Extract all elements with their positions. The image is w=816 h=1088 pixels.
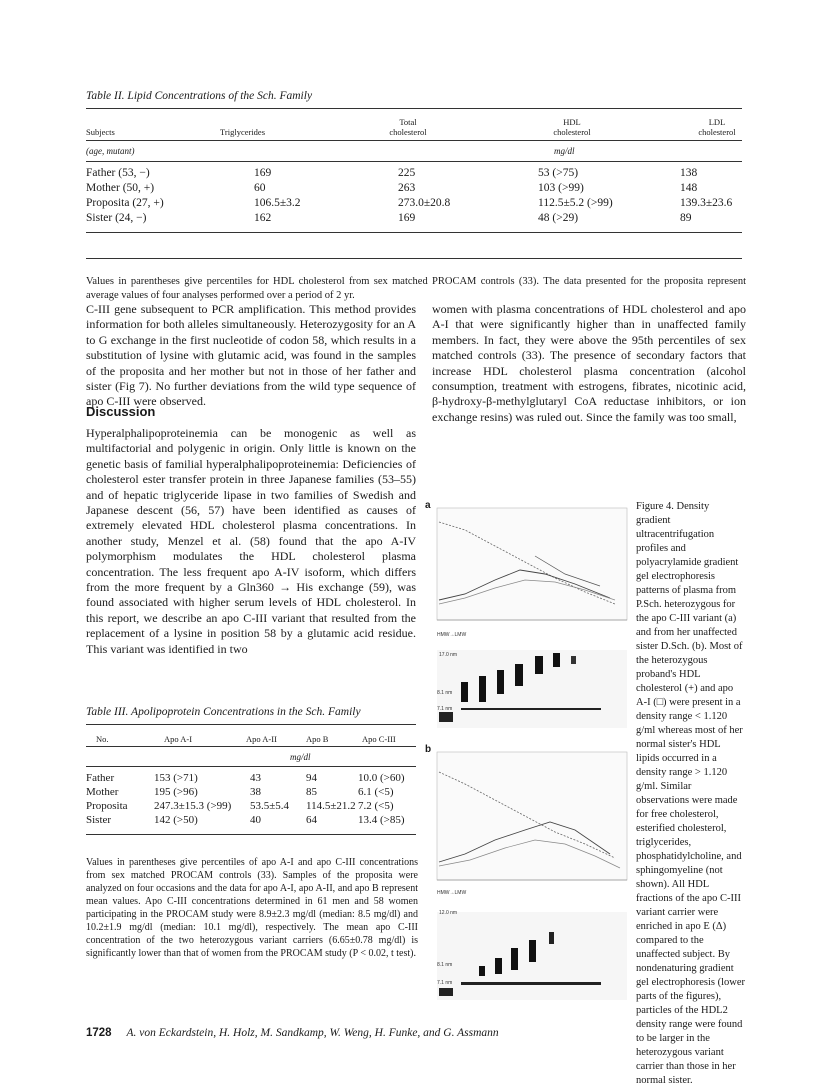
gel-baseline [461,708,601,710]
gel-band [571,656,576,664]
panel-a-label: a [425,500,431,511]
table3-units: mg/dl [290,752,311,762]
page-footer [86,1027,499,1039]
table2-subheader: (age, mutant) [86,146,135,156]
table2-header-tc: Total cholesterol [389,117,427,137]
panel-b-label: b [425,744,432,755]
table-row: Father (53, −) 169 225 53 (>75) 138 [86,167,698,179]
figure4-panel-a [425,500,630,730]
table3-units-rule [86,766,416,767]
table3-bottom-rule [86,834,416,835]
section-heading: Discussion [86,404,156,419]
panel-b-gel-direction: HMW→LMW [437,890,467,896]
gel-band [495,958,502,974]
table-row: Sister 142 (>50) 40 64 13.4 (>85) [86,814,405,826]
table2-units-rule [86,161,742,162]
table2-header-rule [86,140,742,141]
footer-authors: A. von Eckardstein, H. Holz, M. Sandkamp, W. Weng, H. Funke, and G. Assmann [126,1027,499,1039]
panel-b-gel-mark: 8.1 nm [437,962,453,968]
table3-header-rule [86,746,416,747]
gel-band [479,676,486,702]
gel-band [479,966,485,976]
table-row: Mother (50, +) 60 263 103 (>99) 148 [86,182,698,194]
figure4-panel-b [425,744,630,1004]
table-row: Father 153 (>71) 43 94 10.0 (>60) [86,772,405,784]
gel-band [511,948,518,970]
gel-band [553,653,560,667]
table3-header-row: No. Apo A-I Apo A-II Apo B Apo C-III [96,734,396,744]
gel-marker-lane [439,712,453,722]
page-number: 1728 [86,1027,112,1039]
table2-note: Values in parentheses give percentiles for HDL cholesterol from sex matched PROCAM controls (33). The data presented for the proposita represent average values of four analyses performed over a period of 2 yr. [86,276,746,301]
gel-band [515,664,523,686]
table-row: Proposita 247.3±15.3 (>99) 53.5±5.4 114.5±21.2 7.2 (<5) [86,800,394,812]
table2-note-rule [86,258,742,259]
discussion-paragraph: Hyperalphalipoproteinemia can be monogenic as well as multifactorial and polygenic in origin. Only little is known on the genetic basis of familial hyperalphalipoproteinemia: Deficiencies of cholesterol ester transfer protein in three Japanese families (53–55) and of hepatic triglyceride lipase in two families of Swedish and Japanese descent (56, 57) have been identified as causes of extremely elevated HDL cholesterol plasma concentrations. In another study, Menzel et al. (58) found that the apo A-IV polymorphism modulates the HDL cholesterol plasma concentration. The less frequent apo A-IV isoform, which differs from the more frequent by a Gln360 → His exchange (59), was found associated with higher serum levels of HDL cholesterol. In this report, we describe an apo C-III variant that resulted from the replacement of a lysine in position 58 by a glutamic acid residue. This variant was identified in two [86,426,416,656]
panel-a-gel-mark: 8.1 nm [437,690,453,696]
panel-b-gel-mark: 12.0 nm [439,910,458,916]
table2-top-rule [86,108,742,109]
table2-header-ldl: LDL cholesterol [698,117,736,137]
table2-bottom-rule [86,232,742,233]
table-row: Mother 195 (>96) 38 85 6.1 (<5) [86,786,394,798]
table2-units: mg/dl [554,146,575,156]
panel-a-gel-direction: HMW→LMW [437,632,467,638]
gel-baseline [461,982,601,985]
gel-band [497,670,504,694]
gel-band [535,656,543,674]
figure4-caption: Figure 4. Density gradient ultracentrifugation profiles and polyacrylamide gradient gel electrophoresis patterns of plasma from P.Sch. heterozygous for the apo C-III variant (a) and from her unaffected sister D.Sch. (b). Most of the heterozygous proband's HDL cholesterol (+) and apo A-I (□) were present in a density range < 1.120 g/ml whereas most of her normal sister's HDL lipids occurred in a density range > 1.120 g/ml. Similar observations were made for free cholesterol, esterified cholesterol, triglycerides, phosphatidylcholine, and sphingomyeline (not shown). All HDL fractions of the apo C-III variant carrier were enriched in apo E (Δ) compared to the unaffected subject. By nondenaturing gradient gel electrophoresis (lower parts of the figures), particles of the HDL2 density range were found to be larger in the heterozygous variant carrier than those in her normal sister. [636,501,746,1086]
table2-header-tg: Triglycerides [220,127,266,137]
col1-paragraph: C-III gene subsequent to PCR amplification. This method provides information for both alleles simultaneously. Heterozygosity for an A to G exchange in the first nucleotide of codon 58, which results in a substitution of lysine with glutamic acid, was found in the samples of the proposita and her mother but not in those of her father and sister (Fig 7). No further deviations from the wild type sequence of apo C-III were observed. [86,302,416,409]
gel-band [529,940,536,962]
table-row: Proposita (27, +) 106.5±3.2 273.0±20.8 112.5±5.2 (>99) 139.3±23.6 [86,197,733,209]
panel-b-gel-mark: 7.1 nm [437,980,453,986]
gel-marker-lane [439,988,453,996]
col2-paragraph: women with plasma concentrations of HDL cholesterol and apo A-I that were significantly higher than in unaffected family members. In fact, they were above the 95th percentiles of sex matched controls (33). The presence of secondary factors that increase HDL cholesterol plasma concentration (alcohol consumption, treatment with estrogens, fibrates, nicotinic acid, β-hydroxy-β-methylglutaryl CoA reductase inhibitors, or ion exchange resins) was ruled out. Since the family was too small, [432,302,746,424]
table3-caption: Table III. Apolipoprotein Concentrations in the Sch. Family [86,706,361,718]
panel-a-gel-mark: 17.0 nm [439,652,458,658]
table3-top-rule [86,724,416,725]
panel-a-gel-mark: 7.1 nm [437,706,453,712]
table2-caption: Table II. Lipid Concentrations of the Sch. Family [86,90,313,102]
panel-a-graphic [425,500,630,730]
table2-header-hdl: HDL cholesterol [553,117,591,137]
table3-note: Values in parentheses give percentiles of apo A-I and apo C-III concentrations from sex matched PROCAM controls (33). Samples of the proposita were analyzed on four occasions and the data for apo A-I, apo A-II, and apo B represent mean values. Apo C-III concentrations determined in 61 men and 58 women participating in the PROCAM study were 8.9±2.3 mg/dl (median: 8.5 mg/dl) and 10.2±1.9 mg/dl (median: 10.1 mg/dl), respectively. The mean apo C-III concentration of the two heterozygous variant carriers (6.65±0.78 mg/dl) is significantly lower than that of women from the PROCAM study (P < 0.02, t test). [86,857,418,959]
gel-band [549,932,554,944]
panel-a-plot-frame [437,508,627,620]
table2-header-subjects: Subjects [86,127,115,137]
gel-band [461,682,468,702]
table-row: Sister (24, −) 162 169 48 (>29) 89 [86,212,692,224]
panel-b-graphic [425,744,630,1004]
